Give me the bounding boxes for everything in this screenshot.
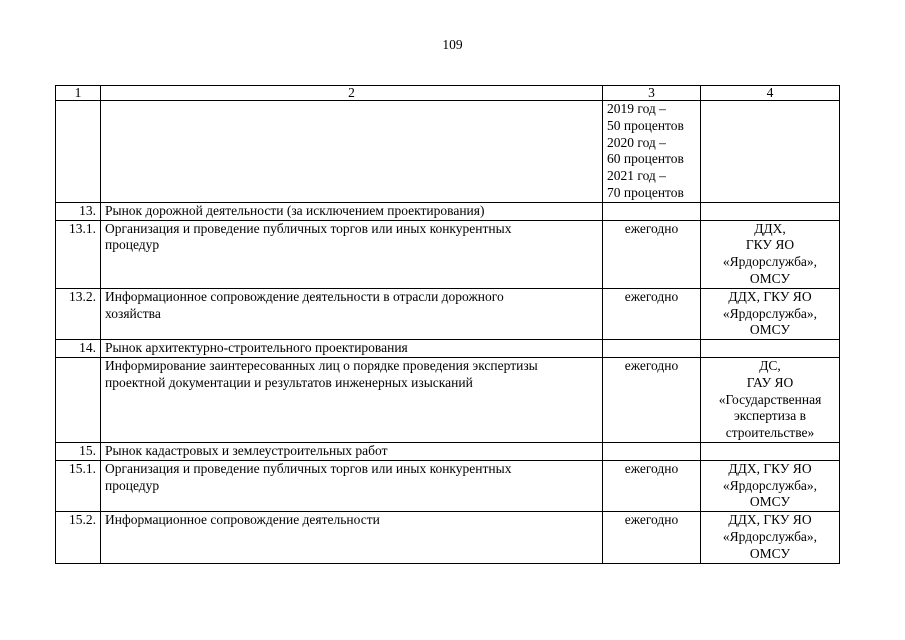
header-cell-2: 2 bbox=[101, 86, 603, 101]
row-period-line: ежегодно bbox=[624, 288, 679, 304]
row-number: 15.2. bbox=[56, 512, 101, 563]
row-responsible-line: ДС, bbox=[759, 357, 781, 373]
row-period-line: 2021 год – bbox=[607, 168, 666, 184]
row-responsible-line: ГАУ ЯО bbox=[746, 374, 794, 390]
row-responsible bbox=[701, 220, 840, 288]
table-row bbox=[56, 512, 840, 563]
row-responsible-line: ОМСУ bbox=[749, 494, 791, 510]
row-responsible bbox=[701, 288, 840, 339]
table-row bbox=[56, 357, 840, 442]
header-cell-3: 3 bbox=[603, 86, 701, 101]
row-period-line: ежегодно bbox=[624, 357, 679, 373]
row-responsible bbox=[701, 101, 840, 203]
row-responsible-line: «Ярдорслужба», bbox=[722, 254, 818, 270]
row-description bbox=[101, 202, 603, 220]
row-period-line: ежегодно bbox=[624, 220, 679, 236]
row-responsible-line: ДДХ, bbox=[754, 220, 786, 236]
row-period-line: 60 процентов bbox=[607, 151, 684, 167]
row-responsible-line: ДДХ, ГКУ ЯО bbox=[728, 460, 812, 476]
row-number: 15.1. bbox=[56, 460, 101, 511]
row-responsible bbox=[701, 512, 840, 563]
row-period bbox=[603, 202, 701, 220]
row-description-line: Информационное сопровождение деятельности в отрасли дорожного bbox=[105, 288, 504, 304]
row-description-line: проектной документации и результатов инженерных изысканий bbox=[105, 374, 473, 390]
row-number: 15. bbox=[56, 442, 101, 460]
row-responsible-line: «Государственная bbox=[718, 391, 822, 407]
row-description-line: Организация и проведение публичных торгов или иных конкурентных bbox=[105, 220, 512, 236]
row-period bbox=[603, 288, 701, 339]
row-period-line: 50 процентов bbox=[607, 117, 684, 133]
row-responsible-line: экспертиза в bbox=[734, 408, 806, 424]
row-period-line: 2019 год – bbox=[607, 101, 666, 116]
row-description bbox=[101, 512, 603, 563]
row-number: 13. bbox=[56, 202, 101, 220]
row-description bbox=[101, 220, 603, 288]
header-cell-1: 1 bbox=[56, 86, 101, 101]
row-number bbox=[56, 101, 101, 203]
row-description bbox=[101, 442, 603, 460]
row-description bbox=[101, 460, 603, 511]
row-number bbox=[56, 357, 101, 442]
row-description-line: Рынок кадастровых и землеустроительных работ bbox=[105, 442, 388, 458]
row-number: 13.2. bbox=[56, 288, 101, 339]
row-responsible bbox=[701, 202, 840, 220]
row-period-line: 70 процентов bbox=[607, 184, 684, 200]
row-description-line: Информационное сопровождение деятельности bbox=[105, 512, 380, 528]
table-row bbox=[56, 460, 840, 511]
row-number: 14. bbox=[56, 340, 101, 358]
table-row bbox=[56, 288, 840, 339]
row-responsible-line: строительстве» bbox=[725, 425, 815, 441]
row-responsible bbox=[701, 442, 840, 460]
row-description-line: процедур bbox=[105, 237, 160, 253]
row-responsible bbox=[701, 460, 840, 511]
measures-table bbox=[55, 85, 840, 564]
row-description bbox=[101, 101, 603, 203]
row-responsible-line: «Ярдорслужба», bbox=[722, 477, 818, 493]
table-row bbox=[56, 220, 840, 288]
table-row bbox=[56, 340, 840, 358]
header-cell-4: 4 bbox=[701, 86, 840, 101]
row-period bbox=[603, 460, 701, 511]
row-period bbox=[603, 101, 701, 203]
row-description-line: Рынок дорожной деятельности (за исключением проектирования) bbox=[105, 202, 485, 218]
row-description bbox=[101, 288, 603, 339]
row-description bbox=[101, 340, 603, 358]
row-period bbox=[603, 340, 701, 358]
row-period bbox=[603, 442, 701, 460]
row-description-line: хозяйства bbox=[105, 305, 161, 321]
row-period-line: 2020 год – bbox=[607, 134, 666, 150]
row-period bbox=[603, 357, 701, 442]
row-description-line: Организация и проведение публичных торгов или иных конкурентных bbox=[105, 460, 512, 476]
row-responsible-line: ДДХ, ГКУ ЯО bbox=[728, 288, 812, 304]
row-responsible-line: ДДХ, ГКУ ЯО bbox=[728, 512, 812, 528]
row-description-line: Рынок архитектурно-строительного проектирования bbox=[105, 340, 408, 356]
row-period-line: ежегодно bbox=[624, 512, 679, 528]
header-row bbox=[56, 86, 840, 101]
table-row bbox=[56, 202, 840, 220]
table-row bbox=[56, 101, 840, 203]
row-period-line: ежегодно bbox=[624, 460, 679, 476]
row-period bbox=[603, 512, 701, 563]
page-number: 109 bbox=[442, 37, 463, 52]
row-responsible-line: ОМСУ bbox=[749, 270, 791, 286]
row-responsible-line: ОМСУ bbox=[749, 545, 791, 561]
row-responsible-line: «Ярдорслужба», bbox=[722, 305, 818, 321]
row-responsible bbox=[701, 357, 840, 442]
table-row bbox=[56, 442, 840, 460]
row-period bbox=[603, 220, 701, 288]
row-responsible-line: «Ярдорслужба», bbox=[722, 528, 818, 544]
row-description bbox=[101, 357, 603, 442]
table-body bbox=[56, 86, 840, 564]
row-number: 13.1. bbox=[56, 220, 101, 288]
row-responsible-line: ГКУ ЯО bbox=[745, 237, 795, 253]
row-responsible-line: ОМСУ bbox=[749, 322, 791, 338]
row-responsible bbox=[701, 340, 840, 358]
row-description-line: процедур bbox=[105, 477, 160, 493]
row-description-line: Информирование заинтересованных лиц о порядке проведения экспертизы bbox=[105, 357, 538, 373]
